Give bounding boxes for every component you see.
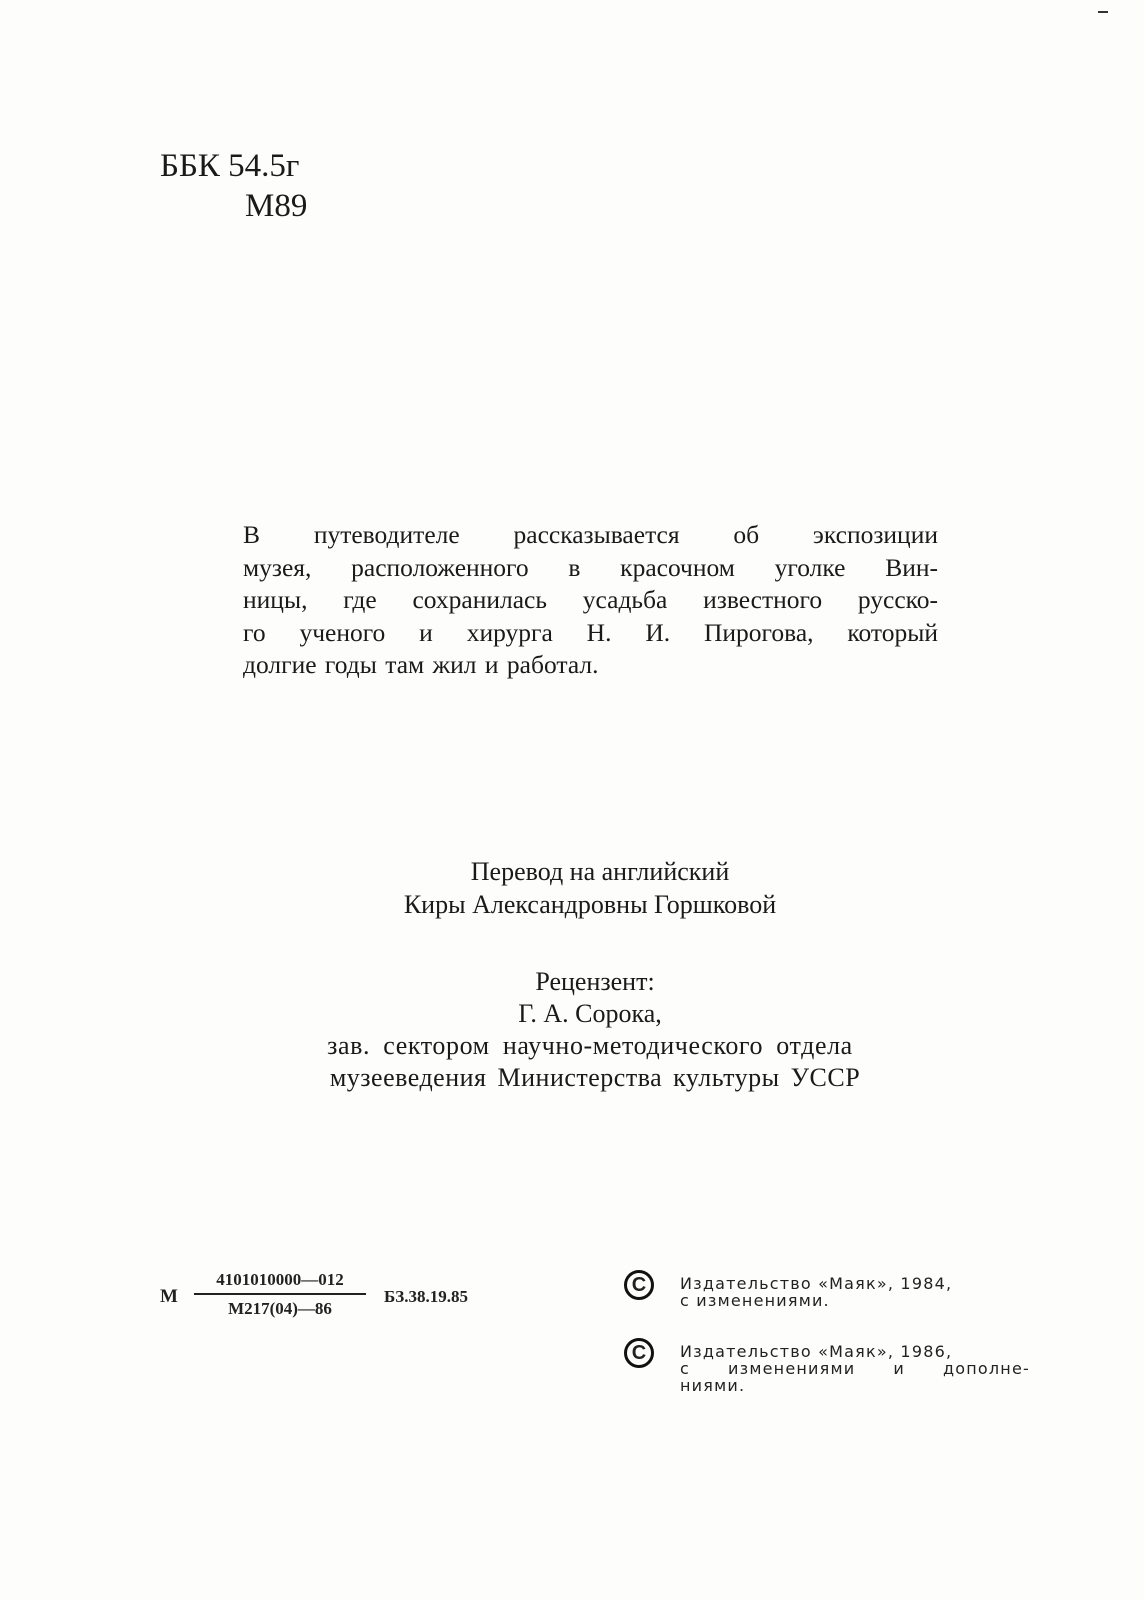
reviewer-name: Г. А. Сорока, <box>518 999 662 1028</box>
copyright-text <box>680 1275 1030 1309</box>
imprint-letter: М <box>160 1286 178 1307</box>
annotation-paragraph <box>243 519 938 682</box>
annotation-line: долгие годы там жил и работал. <box>243 650 599 679</box>
translation-label: Перевод на английский <box>470 857 730 886</box>
annotation-line: В путеводителе рассказывается об экспозиции <box>243 520 938 549</box>
imprint-fraction <box>194 1270 366 1319</box>
reviewer-heading: Рецензент: <box>535 967 655 996</box>
copyright-line: с изменениями. <box>680 1291 830 1310</box>
reviewer-credit <box>240 966 940 1094</box>
author-mark: М89 <box>245 188 308 224</box>
imprint-signature: БЗ.38.19.85 <box>384 1287 468 1306</box>
annotation-line: музея, расположенного в красочном уголке Вин- <box>243 552 938 582</box>
copyright-line: с изменениями и дополне- <box>680 1359 1030 1378</box>
copyright-text <box>680 1343 1030 1394</box>
reviewer-position: зав. сектором научно-методического отдела <box>327 1031 853 1060</box>
classification-block <box>160 146 307 226</box>
copyright-icon: C <box>624 1338 654 1368</box>
copyright-line: Издательство «Маяк», 1984, <box>680 1274 953 1293</box>
copyright-line: Издательство «Маяк», 1986, <box>680 1342 953 1361</box>
copyright-line: ниями. <box>680 1376 746 1395</box>
imprint-denominator: М217(04)—86 <box>228 1299 332 1318</box>
translator-name: Киры Александровны Горшковой <box>403 890 777 919</box>
annotation-line: го ученого и хирурга Н. И. Пирогова, который <box>243 617 938 647</box>
translation-credit <box>240 855 940 921</box>
bbk-index: ББК 54.5г <box>160 148 300 184</box>
annotation-line: ницы, где сохранилась усадьба известного русско- <box>243 585 938 614</box>
imprint-numerator: 4101010000—012 <box>194 1270 366 1295</box>
reviewer-position: музееведения Министерства культуры УССР <box>329 1063 861 1092</box>
copyright-icon: C <box>624 1270 654 1300</box>
edge-mark <box>1098 11 1108 13</box>
